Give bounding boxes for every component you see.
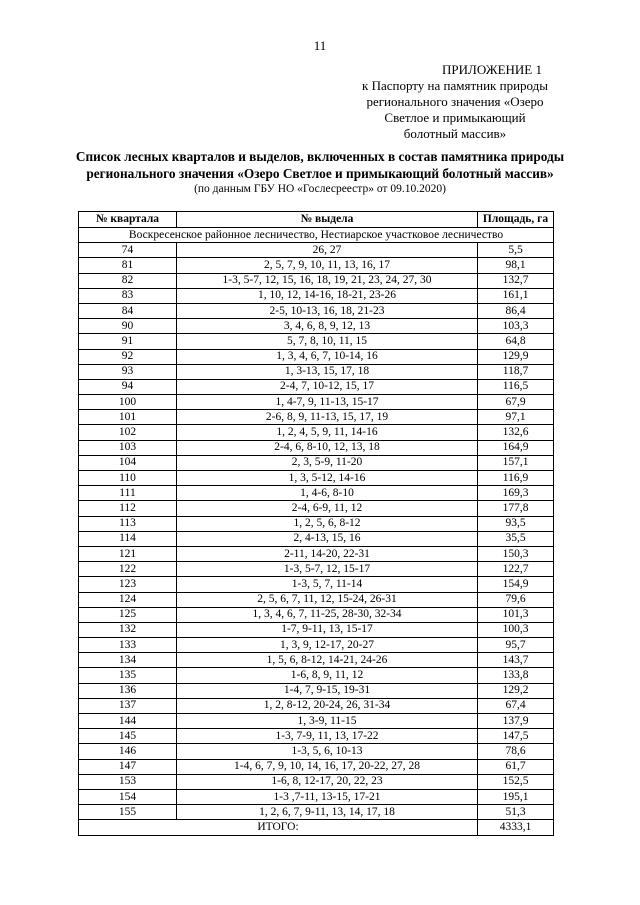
cell-allotments: 1-6, 8, 9, 11, 12 — [177, 668, 478, 683]
cell-allotments: 1, 3-13, 15, 17, 18 — [177, 364, 478, 379]
cell-allotments: 26, 27 — [177, 243, 478, 258]
cell-allotments: 2-4, 6, 8-10, 12, 13, 18 — [177, 440, 478, 455]
table-row — [79, 243, 554, 258]
table-row — [79, 379, 554, 394]
cell-area: 137,9 — [478, 714, 554, 729]
table-row — [79, 546, 554, 561]
cell-quarter: 104 — [79, 455, 177, 470]
table-row — [79, 395, 554, 410]
cell-quarter: 84 — [79, 303, 177, 318]
cell-allotments: 1, 3, 4, 6, 7, 10-14, 16 — [177, 349, 478, 364]
cell-allotments: 1, 3, 9, 12-17, 20-27 — [177, 638, 478, 653]
cell-quarter: 82 — [79, 273, 177, 288]
cell-quarter: 100 — [79, 395, 177, 410]
cell-area: 129,2 — [478, 683, 554, 698]
cell-area: 147,5 — [478, 729, 554, 744]
total-label: ИТОГО: — [79, 820, 478, 835]
table-row — [79, 364, 554, 379]
cell-area: 51,3 — [478, 805, 554, 820]
cell-quarter: 101 — [79, 410, 177, 425]
cell-area: 78,6 — [478, 744, 554, 759]
cell-allotments: 1, 3-9, 11-15 — [177, 714, 478, 729]
cell-quarter: 146 — [79, 744, 177, 759]
cell-quarter: 81 — [79, 258, 177, 273]
cell-allotments: 1-3 ,7-11, 13-15, 17-21 — [177, 789, 478, 804]
cell-area: 154,9 — [478, 577, 554, 592]
appendix-heading — [340, 62, 570, 142]
cell-allotments: 1, 4-6, 8-10 — [177, 486, 478, 501]
cell-allotments: 1-4, 7, 9-15, 19-31 — [177, 683, 478, 698]
cell-area: 177,8 — [478, 501, 554, 516]
cell-quarter: 153 — [79, 774, 177, 789]
table-row — [79, 607, 554, 622]
table-row — [79, 759, 554, 774]
cell-quarter: 91 — [79, 334, 177, 349]
cell-area: 95,7 — [478, 638, 554, 653]
cell-quarter: 121 — [79, 546, 177, 561]
cell-area: 61,7 — [478, 759, 554, 774]
cell-allotments: 1-3, 5-7, 12, 15-17 — [177, 562, 478, 577]
cell-quarter: 103 — [79, 440, 177, 455]
cell-area: 143,7 — [478, 653, 554, 668]
cell-allotments: 1, 2, 6, 7, 9-11, 13, 14, 17, 18 — [177, 805, 478, 820]
cell-area: 100,3 — [478, 622, 554, 637]
cell-quarter: 90 — [79, 319, 177, 334]
cell-area: 129,9 — [478, 349, 554, 364]
cell-area: 132,6 — [478, 425, 554, 440]
cell-quarter: 144 — [79, 714, 177, 729]
table-row — [79, 592, 554, 607]
cell-allotments: 2-11, 14-20, 22-31 — [177, 546, 478, 561]
cell-area: 5,5 — [478, 243, 554, 258]
table-row — [79, 789, 554, 804]
cell-quarter: 135 — [79, 668, 177, 683]
forest-quarters-table — [78, 211, 554, 836]
cell-allotments: 1-3, 5-7, 12, 15, 16, 18, 19, 21, 23, 24, 27, 30 — [177, 273, 478, 288]
cell-allotments: 1-3, 7-9, 11, 13, 17-22 — [177, 729, 478, 744]
total-area: 4333,1 — [478, 820, 554, 835]
cell-allotments: 2, 5, 7, 9, 10, 11, 13, 16, 17 — [177, 258, 478, 273]
cell-quarter: 93 — [79, 364, 177, 379]
cell-area: 116,9 — [478, 471, 554, 486]
cell-allotments: 1, 2, 5, 6, 8-12 — [177, 516, 478, 531]
cell-quarter: 102 — [79, 425, 177, 440]
cell-area: 97,1 — [478, 410, 554, 425]
cell-quarter: 94 — [79, 379, 177, 394]
table-row — [79, 349, 554, 364]
table-row — [79, 774, 554, 789]
cell-allotments: 1, 2, 4, 5, 9, 11, 14-16 — [177, 425, 478, 440]
cell-area: 67,9 — [478, 395, 554, 410]
document-title — [40, 148, 600, 182]
cell-area: 122,7 — [478, 562, 554, 577]
cell-area: 103,3 — [478, 319, 554, 334]
section-label: Воскресенское районное лесничество, Нестиарское участковое лесничество — [79, 228, 554, 243]
cell-area: 118,7 — [478, 364, 554, 379]
cell-allotments: 2-5, 10-13, 16, 18, 21-23 — [177, 303, 478, 318]
cell-quarter: 110 — [79, 471, 177, 486]
total-row — [79, 820, 554, 835]
table-row — [79, 653, 554, 668]
cell-allotments: 1, 2, 8-12, 20-24, 26, 31-34 — [177, 698, 478, 713]
table-row — [79, 516, 554, 531]
table-row — [79, 273, 554, 288]
table-row — [79, 562, 554, 577]
cell-area: 98,1 — [478, 258, 554, 273]
cell-area: 169,3 — [478, 486, 554, 501]
title-line-1: Список лесных кварталов и выделов, включенных в состав памятника природы — [75, 149, 565, 164]
table-row — [79, 334, 554, 349]
table-row — [79, 410, 554, 425]
table-row — [79, 440, 554, 455]
cell-allotments: 2, 5, 6, 7, 11, 12, 15-24, 26-31 — [177, 592, 478, 607]
cell-quarter: 92 — [79, 349, 177, 364]
cell-allotments: 1, 5, 6, 8-12, 14-21, 24-26 — [177, 653, 478, 668]
cell-allotments: 1-3, 5, 6, 10-13 — [177, 744, 478, 759]
cell-quarter: 136 — [79, 683, 177, 698]
cell-area: 161,1 — [478, 288, 554, 303]
cell-quarter: 124 — [79, 592, 177, 607]
table-row — [79, 714, 554, 729]
table-row — [79, 668, 554, 683]
cell-allotments: 2-4, 6-9, 11, 12 — [177, 501, 478, 516]
cell-allotments: 1-7, 9-11, 13, 15-17 — [177, 622, 478, 637]
cell-quarter: 112 — [79, 501, 177, 516]
appendix-line-5: болотный массив» — [403, 126, 507, 141]
table-row — [79, 471, 554, 486]
cell-quarter: 113 — [79, 516, 177, 531]
cell-area: 86,4 — [478, 303, 554, 318]
cell-area: 64,8 — [478, 334, 554, 349]
cell-quarter: 114 — [79, 531, 177, 546]
table-row — [79, 319, 554, 334]
cell-allotments: 5, 7, 8, 10, 11, 15 — [177, 334, 478, 349]
cell-allotments: 2-4, 7, 10-12, 15, 17 — [177, 379, 478, 394]
table-row — [79, 486, 554, 501]
cell-quarter: 83 — [79, 288, 177, 303]
table-row — [79, 698, 554, 713]
cell-quarter: 137 — [79, 698, 177, 713]
table-row — [79, 805, 554, 820]
cell-area: 67,4 — [478, 698, 554, 713]
cell-area: 93,5 — [478, 516, 554, 531]
cell-area: 132,7 — [478, 273, 554, 288]
cell-quarter: 147 — [79, 759, 177, 774]
appendix-line-3: регионального значения «Озеро — [366, 94, 544, 109]
cell-quarter: 155 — [79, 805, 177, 820]
table-row — [79, 425, 554, 440]
table-row — [79, 288, 554, 303]
appendix-line-1: ПРИЛОЖЕНИЕ 1 — [442, 62, 542, 77]
cell-allotments: 2-6, 8, 9, 11-13, 15, 17, 19 — [177, 410, 478, 425]
cell-allotments: 1, 4-7, 9, 11-13, 15-17 — [177, 395, 478, 410]
cell-area: 150,3 — [478, 546, 554, 561]
header-area: Площадь, га — [478, 212, 554, 228]
cell-quarter: 132 — [79, 622, 177, 637]
table-row — [79, 744, 554, 759]
table-row — [79, 638, 554, 653]
cell-area: 195,1 — [478, 789, 554, 804]
cell-area: 116,5 — [478, 379, 554, 394]
table-row — [79, 303, 554, 318]
title-line-2: регионального значения «Озеро Светлое и примыкающий болотный массив» — [86, 166, 554, 181]
table-row — [79, 622, 554, 637]
cell-allotments: 2, 3, 5-9, 11-20 — [177, 455, 478, 470]
table-row — [79, 455, 554, 470]
cell-quarter: 123 — [79, 577, 177, 592]
page-number: 11 — [313, 38, 327, 53]
cell-allotments: 1-4, 6, 7, 9, 10, 14, 16, 17, 20-22, 27, 28 — [177, 759, 478, 774]
header-allotment: № выдела — [177, 212, 478, 228]
table-header-row — [79, 212, 554, 228]
cell-allotments: 1, 3, 4, 6, 7, 11-25, 28-30, 32-34 — [177, 607, 478, 622]
table-row — [79, 501, 554, 516]
cell-allotments: 1-3, 5, 7, 11-14 — [177, 577, 478, 592]
cell-allotments: 1-6, 8, 12-17, 20, 22, 23 — [177, 774, 478, 789]
header-quarter: № квартала — [79, 212, 177, 228]
cell-area: 35,5 — [478, 531, 554, 546]
cell-quarter: 145 — [79, 729, 177, 744]
table-row — [79, 729, 554, 744]
cell-allotments: 1, 3, 5-12, 14-16 — [177, 471, 478, 486]
cell-area: 164,9 — [478, 440, 554, 455]
cell-quarter: 154 — [79, 789, 177, 804]
cell-area: 157,1 — [478, 455, 554, 470]
table-row — [79, 258, 554, 273]
cell-allotments: 3, 4, 6, 8, 9, 12, 13 — [177, 319, 478, 334]
cell-quarter: 134 — [79, 653, 177, 668]
cell-quarter: 122 — [79, 562, 177, 577]
cell-area: 152,5 — [478, 774, 554, 789]
cell-allotments: 1, 10, 12, 14-16, 18-21, 23-26 — [177, 288, 478, 303]
table-row — [79, 531, 554, 546]
cell-quarter: 125 — [79, 607, 177, 622]
cell-quarter: 111 — [79, 486, 177, 501]
cell-area: 79,6 — [478, 592, 554, 607]
cell-quarter: 74 — [79, 243, 177, 258]
table-row — [79, 577, 554, 592]
cell-allotments: 2, 4-13, 15, 16 — [177, 531, 478, 546]
section-row — [79, 228, 554, 243]
cell-area: 101,3 — [478, 607, 554, 622]
appendix-line-4: Светлое и примыкающий — [384, 110, 526, 125]
cell-quarter: 133 — [79, 638, 177, 653]
table-row — [79, 683, 554, 698]
document-subtitle: (по данным ГБУ НО «Гослесреестр» от 09.10.2020) — [194, 183, 446, 195]
appendix-line-2: к Паспорту на памятник природы — [362, 78, 548, 93]
cell-area: 133,8 — [478, 668, 554, 683]
